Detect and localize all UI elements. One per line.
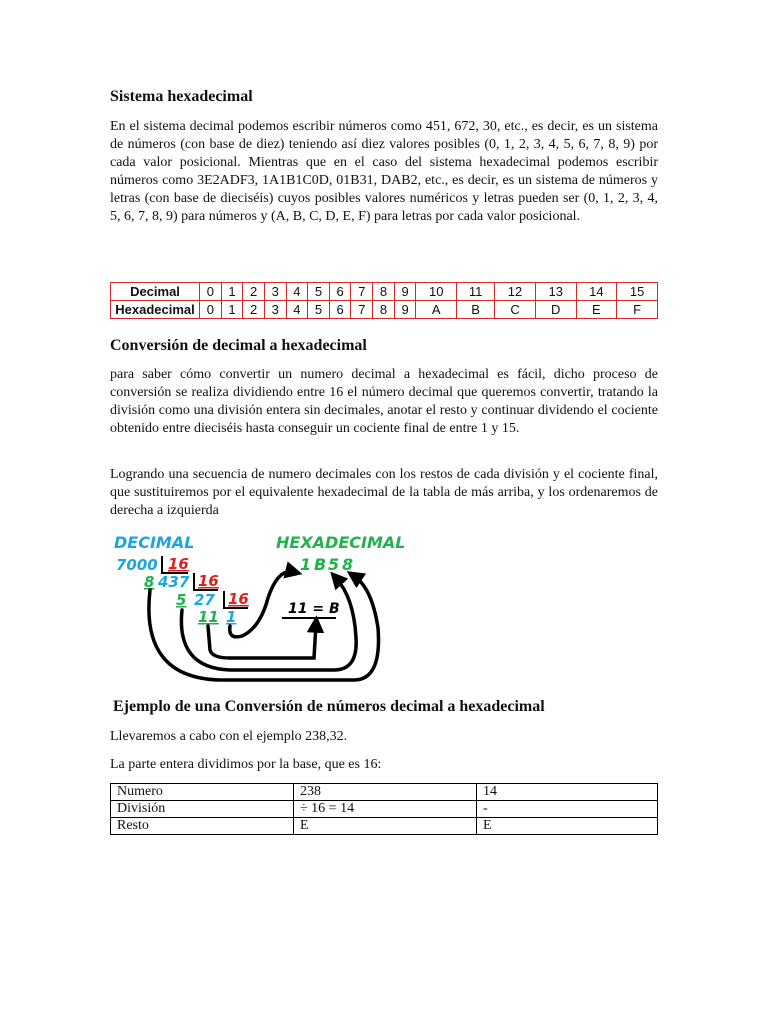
hex-digit-4: 8 [342, 555, 354, 574]
diagram-labels [114, 533, 405, 626]
table-cell: 11 [457, 283, 495, 301]
row-label-decimal: Decimal [111, 283, 200, 301]
table-cell: Resto [111, 818, 294, 835]
paragraph-conversion-sequence: Logrando una secuencia de numero decimales con los restos de cada división y el cociente final, que sustituiremos por el equivalente hexadecimal de la tabla de más arriba, y los ordenaremos de derecha a izquierda [110, 467, 658, 518]
paragraph-parte-entera: La parte entera dividimos por la base, que es 16: [110, 757, 382, 772]
table-cell: 10 [416, 283, 457, 301]
table-cell: 15 [617, 283, 658, 301]
table-cell: 9 [394, 283, 416, 301]
table-cell: 13 [535, 283, 576, 301]
table-cell: 14 [576, 283, 617, 301]
table-cell: D [535, 301, 576, 319]
table-cell: Numero [111, 784, 294, 801]
label-hexadecimal: HEXADECIMAL [276, 533, 406, 552]
table-row [111, 801, 658, 818]
hex-digit-3: 5 [328, 555, 340, 574]
table-cell: División [111, 801, 294, 818]
section-title-conversion: Conversión de decimal a hexadecimal [110, 337, 367, 354]
table-row-decimal [111, 283, 658, 301]
divisor-2: 16 [198, 572, 219, 590]
divisor-1: 16 [168, 555, 189, 573]
table-cell: 3 [264, 283, 286, 301]
table-cell: E [294, 818, 477, 835]
table-cell: 238 [294, 784, 477, 801]
remainder-3: 11 [198, 608, 219, 626]
row-label-hexadecimal: Hexadecimal [111, 301, 200, 319]
decimal-hex-table [110, 282, 658, 319]
table-cell: 2 [243, 283, 265, 301]
table-cell: 3 [264, 301, 286, 319]
table-cell: 0 [200, 301, 222, 319]
quotient-1: 437 [158, 573, 190, 591]
conversion-table [110, 783, 658, 835]
table-cell: F [617, 301, 658, 319]
table-cell: 8 [373, 283, 395, 301]
paragraph-ejemplo: Llevaremos a cabo con el ejemplo 238,32. [110, 729, 348, 744]
table-cell: 7 [351, 283, 373, 301]
table-cell: 1 [221, 301, 243, 319]
table-cell: 8 [373, 301, 395, 319]
table-cell: C [495, 301, 536, 319]
table-cell: 14 [477, 784, 658, 801]
table-row-hexadecimal [111, 301, 658, 319]
table-cell: E [477, 818, 658, 835]
remainder-1: 8 [144, 573, 155, 591]
table-cell: 6 [329, 283, 351, 301]
label-decimal: DECIMAL [114, 533, 195, 552]
conversion-diagram [110, 528, 410, 683]
equivalence-label: 11 = B [288, 601, 340, 617]
quotient-3: 1 [226, 608, 237, 626]
hex-digit-1: 1 [300, 555, 312, 574]
table-cell: 9 [394, 301, 416, 319]
table-cell: 4 [286, 301, 308, 319]
remainder-2: 5 [176, 591, 187, 609]
table-cell: 6 [329, 301, 351, 319]
table-cell: 2 [243, 301, 265, 319]
table-cell: 0 [200, 283, 222, 301]
table-cell: ÷ 16 = 14 [294, 801, 477, 818]
divisor-3: 16 [228, 590, 249, 608]
paragraph-intro: En el sistema decimal podemos escribir números como 451, 672, 30, etc., es decir, es un sistema de números (con base de diez) teniendo así diez valores posibles (0, 1, 2, 3, 4, 5, 6, 7, 8, 9) por cada valor posicional. Mientras que en el caso del sistema hexadecimal podemos escribir números como 3E2ADF3, 1A1B1C0D, 01B31, DAB2, etc., es decir, es un sistema de números y letras (con base de dieciséis) cuyos posibles valores numéricos y letras pueden ser (0, 1, 2, 3, 4, 5, 6, 7, 8, 9) para números y (A, B, C, D, E, F) para letras por cada valor posicional. [110, 119, 658, 224]
table-cell: 4 [286, 283, 308, 301]
table-cell: 12 [495, 283, 536, 301]
hex-digit-2: B [314, 555, 327, 574]
table-cell: 5 [308, 301, 330, 319]
table-cell: - [477, 801, 658, 818]
table-cell: B [457, 301, 495, 319]
quotient-2: 27 [194, 591, 215, 609]
table-row [111, 818, 658, 835]
section-title-ejemplo: Ejemplo de una Conversión de números decimal a hexadecimal [113, 698, 545, 715]
table-cell: 5 [308, 283, 330, 301]
table-cell: E [576, 301, 617, 319]
table-cell: A [416, 301, 457, 319]
dividend-number: 7000 [116, 556, 158, 574]
table-cell: 1 [221, 283, 243, 301]
paragraph-conversion-explanation: para saber cómo convertir un numero decimal a hexadecimal es fácil, dicho proceso de conversión se realiza dividiendo entre 16 el número decimal que queremos convertir, tratando la división como una división entera sin decimales, anotar el resto y continuar dividendo el cociente obtenido entre dieciséis hasta conseguir un cociente final de entre 1 y 15. [110, 367, 658, 436]
section-title-sistema-hexadecimal: Sistema hexadecimal [110, 88, 253, 105]
table-cell: 7 [351, 301, 373, 319]
table-row [111, 784, 658, 801]
